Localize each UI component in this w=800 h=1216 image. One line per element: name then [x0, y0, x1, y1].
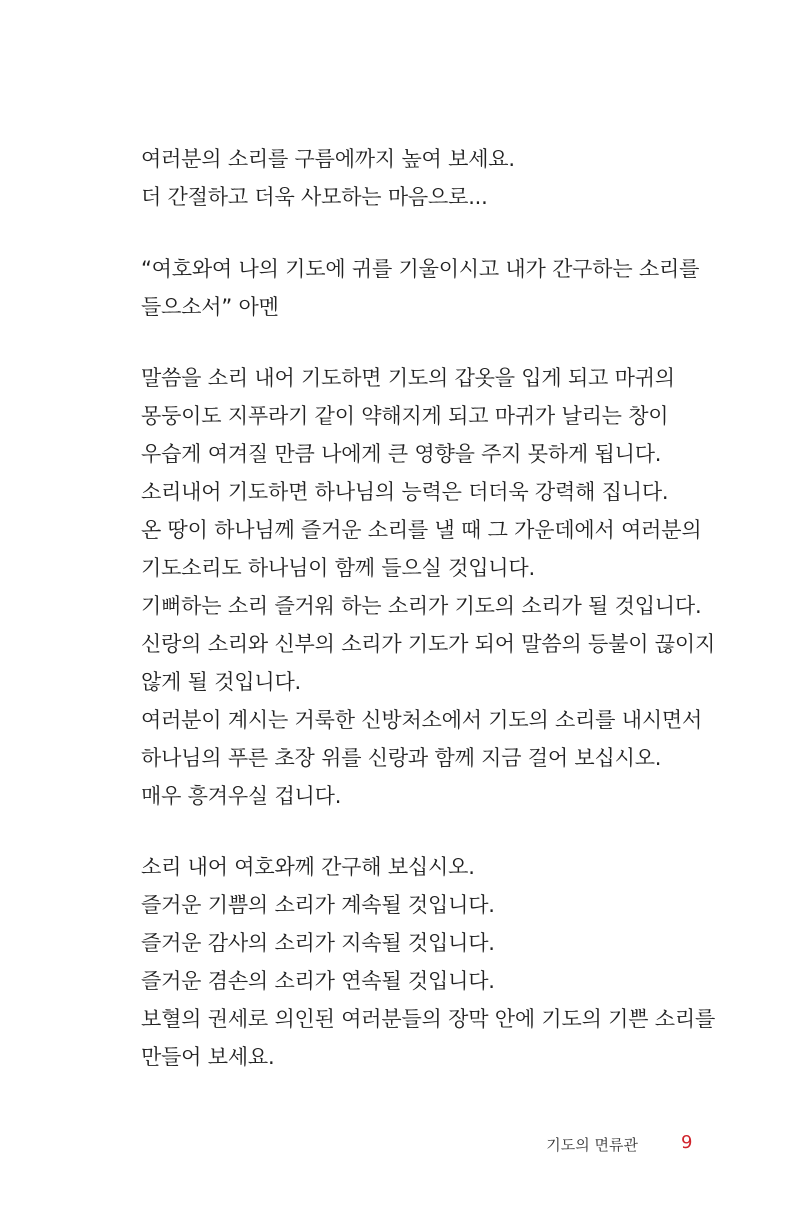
text-line: 여러분의 소리를 구름에까지 높여 보세요. — [141, 147, 515, 171]
paragraph-3 — [141, 359, 741, 815]
paragraph-2 — [141, 250, 741, 326]
page-body — [141, 140, 741, 1076]
text-line: 더 간절하고 더욱 사모하는 마음으로... — [141, 185, 488, 209]
text-line: 여러분이 계시는 거룩한 신방처소에서 기도의 소리를 내시면서 — [141, 708, 703, 732]
page-number: 9 — [681, 1132, 693, 1153]
text-line: 않게 될 것입니다. — [141, 670, 302, 694]
text-line: 기도소리도 하나님이 함께 들으실 것입니다. — [141, 556, 535, 580]
text-line: 기뻐하는 소리 즐거워 하는 소리가 기도의 소리가 될 것입니다. — [141, 594, 702, 618]
text-line: 소리내어 기도하면 하나님의 능력은 더더욱 강력해 집니다. — [141, 480, 669, 504]
paragraph-4 — [141, 848, 741, 1076]
text-line: 즐거운 겸손의 소리가 연속될 것입니다. — [141, 969, 495, 993]
text-line: 보혈의 권세로 의인된 여러분들의 장막 안에 기도의 기쁜 소리를 — [141, 1007, 716, 1031]
text-line: 소리 내어 여호와께 간구해 보십시오. — [141, 855, 475, 879]
text-line: 즐거운 기쁨의 소리가 계속될 것입니다. — [141, 893, 495, 917]
running-title: 기도의 면류관 — [546, 1136, 638, 1154]
paragraph-1 — [141, 140, 741, 216]
text-line: 들으소서” 아멘 — [141, 295, 279, 319]
text-line: 말씀을 소리 내어 기도하면 기도의 갑옷을 입게 되고 마귀의 — [141, 366, 675, 390]
text-line: 우습게 여겨질 만큼 나에게 큰 영향을 주지 못하게 됩니다. — [141, 442, 662, 466]
text-line: 매우 흥겨우실 겁니다. — [141, 784, 342, 808]
text-line: 신랑의 소리와 신부의 소리가 기도가 되어 말씀의 등불이 끊이지 — [141, 632, 716, 656]
text-line: 몽둥이도 지푸라기 같이 약해지게 되고 마귀가 날리는 창이 — [141, 404, 669, 428]
text-line: 만들어 보세요. — [141, 1045, 275, 1069]
page-footer — [0, 1132, 800, 1158]
text-line: 즐거운 감사의 소리가 지속될 것입니다. — [141, 931, 495, 955]
text-line: 하나님의 푸른 초장 위를 신랑과 함께 지금 걸어 보십시오. — [141, 746, 662, 770]
text-line: “여호와여 나의 기도에 귀를 기울이시고 내가 간구하는 소리를 — [141, 257, 700, 281]
text-line: 온 땅이 하나님께 즐거운 소리를 낼 때 그 가운데에서 여러분의 — [141, 518, 702, 542]
